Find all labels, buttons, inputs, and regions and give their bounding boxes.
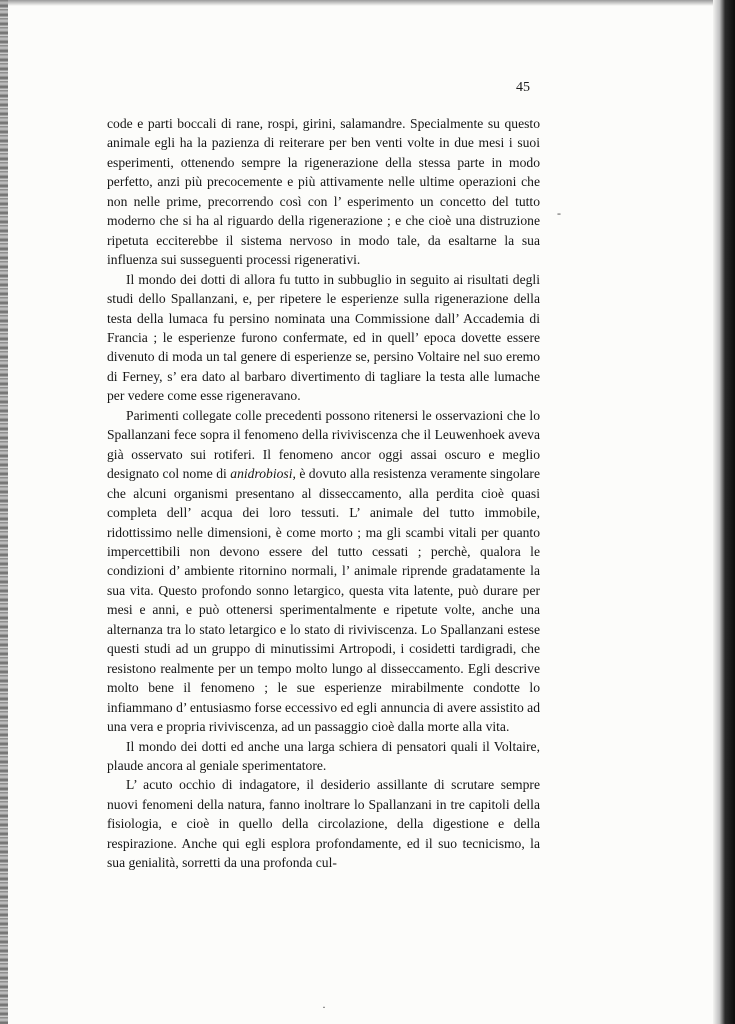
page-number: 45: [516, 80, 530, 95]
italic-term: anidrobiosi,: [230, 466, 296, 482]
paragraph-text: code e parti boccali di rane, rospi, girini, salamandre. Specialmente su questo animale egli ha la pazienza di reiterare per ben venti volte in due mesi i suoi esperimenti, ottenendo sempre la rigenerazione della stessa parte in modo perfetto, anzi più precocemente e più attivamente nelle ultime operazioni che non nelle prime, precorrendo così con l’ esperimento un concetto del tutto moderno che si ha al riguardo della rigenerazione ; e che cioè una distruzione ripetuta ecciterebbe il sistema nervoso in modo tale, da esaltarne la sua influenza sui susseguenti processi rigenerativi.: [107, 116, 540, 268]
paragraph: [107, 775, 540, 872]
paragraph-text: L’ acuto occhio di indagatore, il desiderio assillante di scrutare sempre nuovi fenomeni della natura, fanno inoltrare lo Spallanzani in tre capitoli della fisiologia, e cioè in quello della circolazione, della digestione e della respirazione. Anche qui egli esplora profondamente, ed il suo tecnicismo, la sua genialità, sorretti da una profonda cul-: [107, 777, 540, 871]
scan-top-shadow: [0, 0, 735, 6]
paragraph: [107, 114, 540, 270]
paragraph: [107, 406, 540, 737]
stray-mark: -: [557, 206, 561, 220]
paragraph-text: Parimenti collegate colle precedenti possono ritenersi le osservazioni che lo Spallanzani fece sopra il fenomeno della riviviscenza che il Leuwenhoek aveva già osservato sui rotiferi. Il fenomeno ancor oggi assai oscuro e meglio designato col nome di: [107, 407, 540, 482]
scan-left-edge: [0, 0, 8, 1024]
paragraph-text: è dovuto alla resistenza veramente singolare che alcuni organismi presentano al disseccamento, alla perdita cioè quasi completa dell’ acqua dei loro tessuti. L’ animale del tutto immobile, ridottissimo nelle dimensioni, è come morto ; ma gli scambi vitali per quanto impercettibili non devono essere del tutto cessati ; perchè, qualora le condizioni d’ ambiente ritornino normali, l’ animale riprende gradatamente la sua vita. Questo profondo sonno letargico, questa vita latente, può durare per mesi e anni, e può ottenersi sperimentalmente e ripetute volte, anche una alternanza tra lo stato letargico e lo stato di riviviscenza. Lo Spallanzani estese questi studi ad un gruppo di minutissimi Artropodi, i cosidetti tardigradi, che resistono realmente per un tempo molto lungo al disseccamento. Egli descrive molto bene il fenomeno ; le sue esperienze mirabilmente condotte lo infiammano d’ entusiasmo forse eccessivo ed egli annuncia di avere assistito ad una vera e propria riviviscenza, ad un passaggio cioè dalla morte alla vita.: [107, 466, 540, 735]
paragraph: [107, 270, 540, 406]
stray-mark: ·: [322, 1000, 326, 1014]
paragraph-text: Il mondo dei dotti di allora fu tutto in subbuglio in seguito ai risultati degli studi dello Spallanzani, e, per ripetere le esperienze sulla rigenerazione della testa della lumaca fu persino nominata una Commissione dall’ Accademia di Francia ; le esperienze furono confermate, ed in quell’ epoca dovette essere divenuto di moda un tal genere di esperienze se, persino Voltaire nel suo eremo di Ferney, s’ era dato al barbaro divertimento di tagliare la testa alle lumache per vedere come esse rigeneravano.: [107, 271, 540, 404]
paragraph-text: Il mondo dei dotti ed anche una larga schiera di pensatori quali il Voltaire, plaude ancora al geniale sperimentatore.: [107, 738, 540, 773]
paragraph: [107, 737, 540, 776]
scan-right-edge: [713, 0, 735, 1024]
body-text: [107, 114, 540, 873]
